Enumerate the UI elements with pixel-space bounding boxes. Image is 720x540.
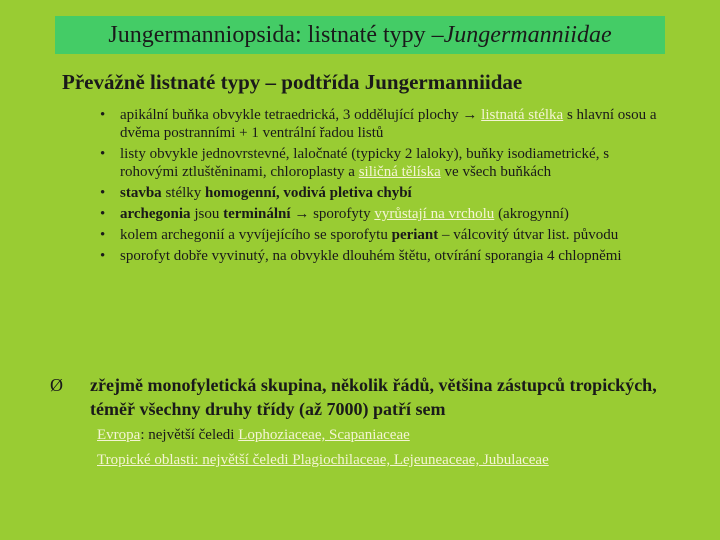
bullet-bold: homogenní, vodivá pletiva chybí	[205, 185, 412, 201]
link-tropicke-oblasti[interactable]: Tropické oblasti: největší čeledi Plagiochilaceae, Lejeuneaceae, Jubulaceae	[97, 452, 549, 468]
bullet-text: stélky	[161, 185, 206, 201]
bullet-text: s hlavní osou a dvěma postranními + 1 ventrální řadou listů	[120, 107, 657, 141]
bullet-text: jsou	[190, 206, 224, 222]
bullet-text: → sporofyty	[290, 206, 375, 222]
title-text: Jungermanniopsida: listnaté typy –	[108, 21, 444, 48]
bullet-text: apikální buňka obvykle tetraedrická, 3 oddělující plochy →	[120, 107, 482, 123]
link-europe-families[interactable]: Lophoziaceae, Scapaniaceae	[238, 427, 410, 443]
bullet-dot: •	[100, 227, 106, 243]
bullet-bold: periant	[391, 227, 439, 243]
arrow-bullet-icon: Ø	[50, 375, 63, 395]
link-vyrustaji-na-vrcholu[interactable]: vyrůstají na vrcholu	[374, 206, 495, 222]
links-line-tropics	[97, 448, 549, 473]
bullet-text: sporofyt dobře vyvinutý, na obvykle dlouhém štětu, otvírání sporangia 4 chlopněmi	[120, 248, 622, 264]
bullet-text: kolem archegonií a vyvíjejícího se sporofytu	[120, 227, 392, 243]
link-listnata-stelka[interactable]: listnatá stélka	[481, 107, 564, 123]
bullet-dot: •	[100, 107, 106, 123]
bullet-text: – válcovitý útvar list. původu	[438, 227, 619, 243]
bullet-bold: terminální	[223, 206, 291, 222]
slide-heading: Převážně listnaté typy – podtřída Jungermanniidae	[62, 70, 523, 94]
bullet-item	[100, 145, 665, 181]
link-silicna-teliska[interactable]: siličná tělíska	[358, 164, 441, 180]
link-evropa[interactable]: Evropa	[97, 427, 141, 443]
bullet-dot: •	[100, 185, 106, 201]
links-block	[97, 423, 549, 473]
bullet-bold: stavba	[120, 185, 162, 201]
bullet-bold: archegonia	[120, 206, 191, 222]
bullet-item	[100, 106, 665, 142]
bullet-text: (akrogynní)	[494, 206, 569, 222]
bullet-dot: •	[100, 146, 106, 162]
bullet-item	[100, 184, 665, 202]
bullet-item	[100, 247, 665, 265]
bullet-dot: •	[100, 248, 106, 264]
links-line-europe	[97, 423, 549, 448]
sub-point-text: zřejmě monofyletická skupina, několik řádů, většina zástupců tropických, téměř všechny druhy třídy (až 7000) patří sem	[90, 375, 657, 419]
bullet-dot: •	[100, 206, 106, 222]
slide-title	[55, 16, 665, 54]
bullet-item	[100, 226, 665, 244]
bullet-text: listy obvykle jednovrstevné, laločnaté (typicky 2 laloky), buňky isodiametrické, s rohovými ztluštěninami, chloroplasty a	[120, 146, 610, 180]
title-italic: Jungermanniidae	[443, 21, 612, 48]
bullet-text: ve všech buňkách	[440, 164, 552, 180]
sub-point	[50, 373, 670, 421]
links-text: : největší čeledi	[140, 427, 239, 443]
bullet-item	[100, 205, 665, 223]
bullet-list	[100, 106, 665, 268]
